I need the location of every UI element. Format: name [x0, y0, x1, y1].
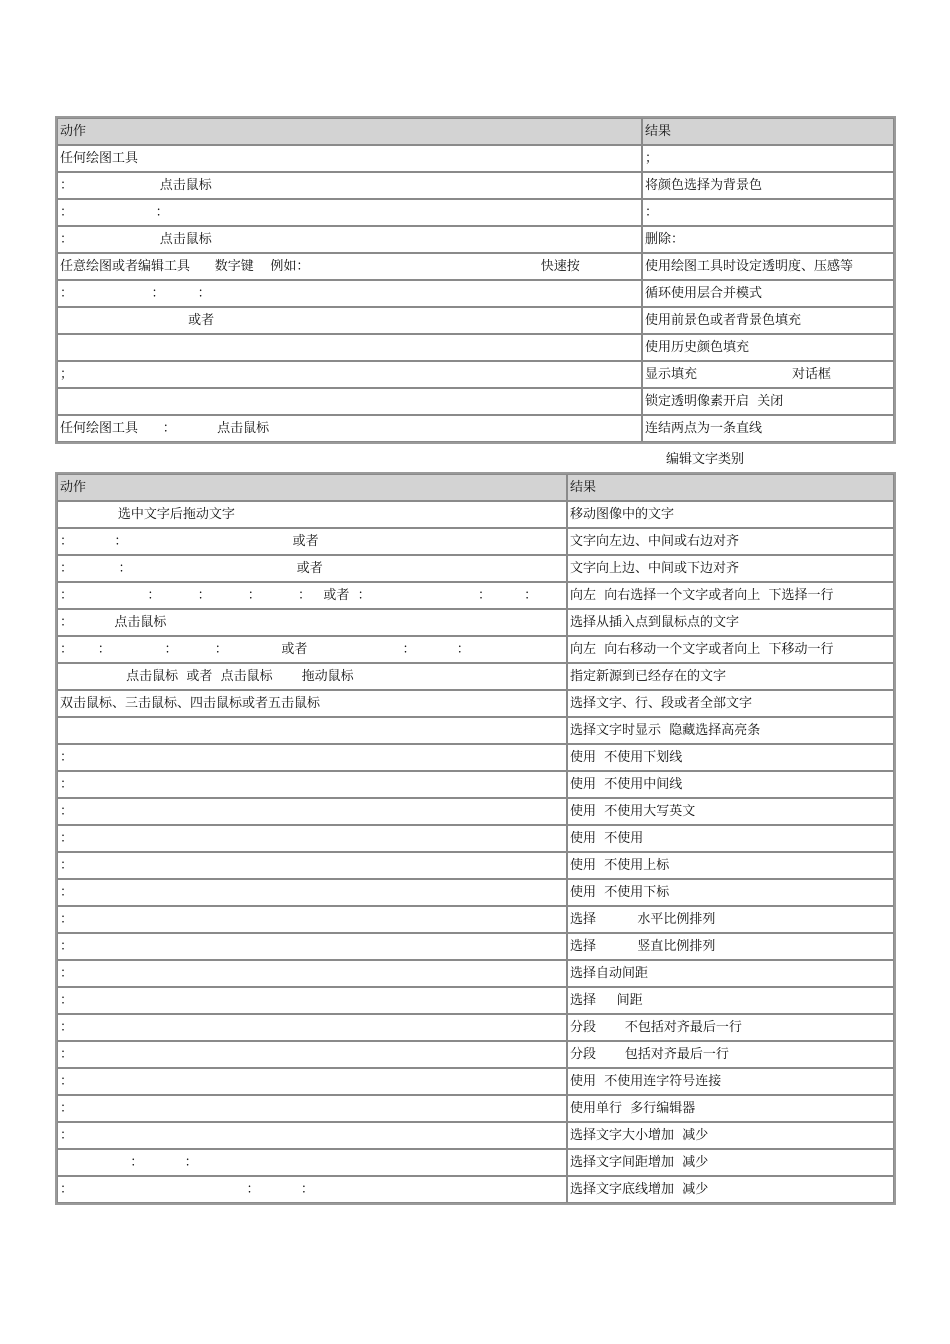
result-cell: 选择文字间距增加 减少 [567, 1149, 894, 1176]
table-row [57, 1068, 894, 1095]
table-row [57, 415, 894, 442]
result-cell: 选择文字大小增加 减少 [567, 1122, 894, 1149]
action-cell: ： [57, 1122, 567, 1149]
action-cell: ： [57, 1095, 567, 1122]
result-cell: ； [642, 145, 894, 172]
result-cell: 使用单行 多行编辑器 [567, 1095, 894, 1122]
action-cell: 任何绘图工具 ： 点击鼠标 [57, 415, 642, 442]
result-cell: 将颜色选择为背景色 [642, 172, 894, 199]
result-cell: 选择文字底线增加 减少 [567, 1176, 894, 1203]
table-row [57, 825, 894, 852]
action-cell: ： ： ： ： 或者 ： ： [57, 636, 567, 663]
table-row [57, 253, 894, 280]
table-row [57, 307, 894, 334]
action-cell: ： [57, 933, 567, 960]
table-row [57, 582, 894, 609]
action-cell: ： [57, 960, 567, 987]
result-cell: 选择文字时显示 隐藏选择高亮条 [567, 717, 894, 744]
table-row [57, 199, 894, 226]
table-row [57, 852, 894, 879]
action-cell: 任意绘图或者编辑工具 数字键 例如： 快速按 [57, 253, 642, 280]
action-cell: ： [57, 1068, 567, 1095]
table-row [57, 636, 894, 663]
action-cell: ： [57, 825, 567, 852]
table-row [57, 744, 894, 771]
action-cell: ： 点击鼠标 [57, 172, 642, 199]
table-body [57, 474, 894, 1203]
result-cell: 使用前景色或者背景色填充 [642, 307, 894, 334]
table-row [57, 555, 894, 582]
table-row [57, 501, 894, 528]
result-cell: 选择 竖直比例排列 [567, 933, 894, 960]
table-row [57, 334, 894, 361]
action-cell: ： [57, 1014, 567, 1041]
action-cell: 双击鼠标、三击鼠标、四击鼠标或者五击鼠标 [57, 690, 567, 717]
action-cell: ： ： 或者 [57, 528, 567, 555]
result-cell: 使用历史颜色填充 [642, 334, 894, 361]
action-cell: ： ： 或者 [57, 555, 567, 582]
result-cell: 使用 不使用上标 [567, 852, 894, 879]
table-row [57, 933, 894, 960]
table-row [57, 717, 894, 744]
action-cell: ： [57, 852, 567, 879]
action-cell: ： [57, 906, 567, 933]
action-cell [57, 388, 642, 415]
result-cell: 使用 不使用连字符号连接 [567, 1068, 894, 1095]
shortcut-table-drawing [55, 116, 896, 444]
result-cell: 使用 不使用下标 [567, 879, 894, 906]
result-cell: 文字向左边、中间或右边对齐 [567, 528, 894, 555]
action-cell: ： ： [57, 199, 642, 226]
result-cell: 分段 包括对齐最后一行 [567, 1041, 894, 1068]
result-cell: 显示填充 对话框 [642, 361, 894, 388]
result-cell: 锁定透明像素开启 关闭 [642, 388, 894, 415]
result-cell: 删除： [642, 226, 894, 253]
action-cell: ： ： ： ： ： 或者 ： ： ： [57, 582, 567, 609]
result-cell: 使用绘图工具时设定透明度、压感等 [642, 253, 894, 280]
result-cell: 选择 间距 [567, 987, 894, 1014]
action-cell: ： ： ： [57, 280, 642, 307]
result-cell: 使用 不使用下划线 [567, 744, 894, 771]
table-row [57, 1176, 894, 1203]
result-cell: 选择文字、行、段或者全部文字 [567, 690, 894, 717]
table-row [57, 145, 894, 172]
result-cell: 连结两点为一条直线 [642, 415, 894, 442]
action-cell: ； [57, 361, 642, 388]
action-cell: ： [57, 744, 567, 771]
result-cell: 使用 不使用 [567, 825, 894, 852]
table-row [57, 987, 894, 1014]
result-cell: 使用 不使用中间线 [567, 771, 894, 798]
table-row [57, 1014, 894, 1041]
table-row [57, 1122, 894, 1149]
section-caption: 编辑文字类别 [666, 452, 745, 467]
action-cell: ： [57, 771, 567, 798]
result-cell: 选择从插入点到鼠标点的文字 [567, 609, 894, 636]
table-row [57, 361, 894, 388]
action-cell: ： [57, 798, 567, 825]
action-cell: ： ： [57, 1149, 567, 1176]
table-body [57, 118, 894, 442]
table-row [57, 879, 894, 906]
result-cell: 指定新源到已经存在的文字 [567, 663, 894, 690]
action-cell: 选中文字后拖动文字 [57, 501, 567, 528]
table-row [57, 280, 894, 307]
table-row [57, 906, 894, 933]
column-header-result: 结果 [642, 118, 894, 145]
action-cell [57, 717, 567, 744]
table-header-row [57, 474, 894, 501]
column-header-action: 动作 [57, 474, 567, 501]
table-row [57, 1041, 894, 1068]
table-row [57, 690, 894, 717]
table-row [57, 528, 894, 555]
table-row [57, 771, 894, 798]
result-cell: 循环使用层合并模式 [642, 280, 894, 307]
action-cell: ： [57, 987, 567, 1014]
table-row [57, 960, 894, 987]
action-cell: ： 点击鼠标 [57, 226, 642, 253]
result-cell: 选择 水平比例排列 [567, 906, 894, 933]
action-cell: 任何绘图工具 [57, 145, 642, 172]
table-row [57, 609, 894, 636]
table-row [57, 1095, 894, 1122]
result-cell: 使用 不使用大写英文 [567, 798, 894, 825]
table-row [57, 663, 894, 690]
action-cell: 点击鼠标 或者 点击鼠标 拖动鼠标 [57, 663, 567, 690]
result-cell: 向左 向右移动一个文字或者向上 下移动一行 [567, 636, 894, 663]
shortcut-table-text-editing [55, 472, 896, 1205]
action-cell: ： [57, 879, 567, 906]
table-row [57, 798, 894, 825]
column-header-action: 动作 [57, 118, 642, 145]
result-cell: 分段 不包括对齐最后一行 [567, 1014, 894, 1041]
table-row [57, 226, 894, 253]
result-cell: ： [642, 199, 894, 226]
result-cell: 文字向上边、中间或下边对齐 [567, 555, 894, 582]
action-cell: 或者 [57, 307, 642, 334]
result-cell: 选择自动间距 [567, 960, 894, 987]
action-cell [57, 334, 642, 361]
action-cell: ： ： ： [57, 1176, 567, 1203]
result-cell: 移动图像中的文字 [567, 501, 894, 528]
result-cell: 向左 向右选择一个文字或者向上 下选择一行 [567, 582, 894, 609]
table-row [57, 172, 894, 199]
table-header-row [57, 118, 894, 145]
action-cell: ： 点击鼠标 [57, 609, 567, 636]
column-header-result: 结果 [567, 474, 894, 501]
action-cell: ： [57, 1041, 567, 1068]
table-row [57, 388, 894, 415]
table-row [57, 1149, 894, 1176]
